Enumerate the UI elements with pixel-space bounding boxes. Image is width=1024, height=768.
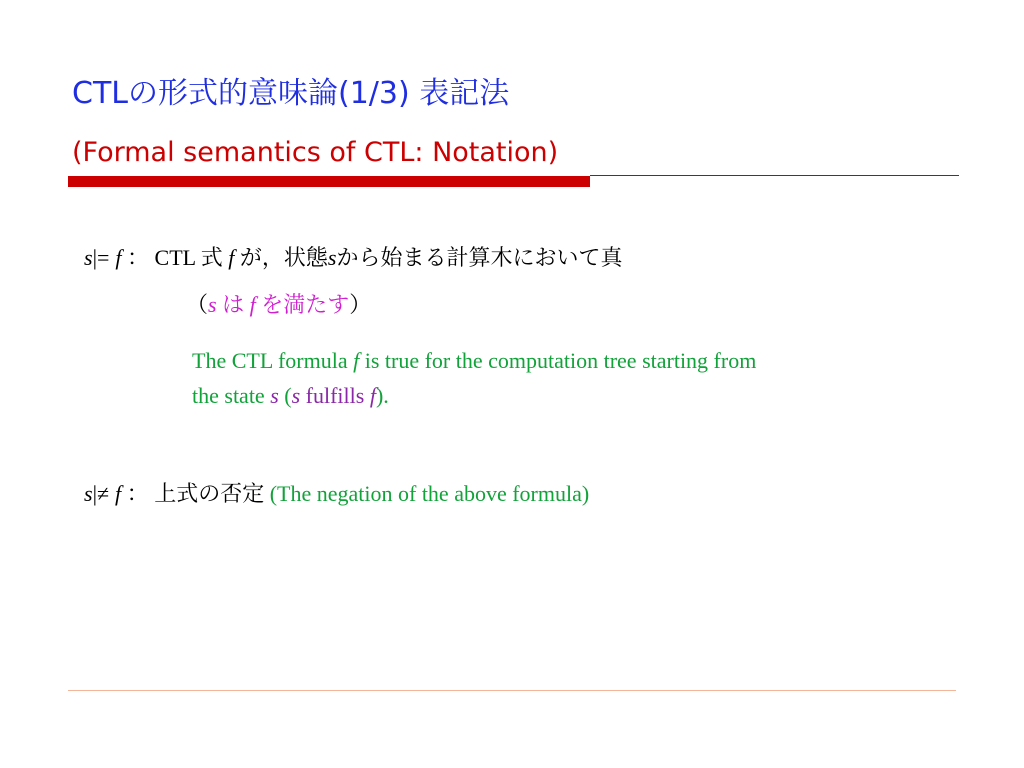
footer-rule bbox=[68, 690, 956, 691]
definition-2-en-text: (The negation of the above formula) bbox=[269, 481, 590, 506]
definition-1-en-line-1 bbox=[192, 346, 756, 376]
definition-1-jp bbox=[84, 243, 622, 273]
slide-title: CTLの形式的意味論(1/3) 表記法 bbox=[72, 76, 510, 111]
satisfies-symbol: |= bbox=[92, 245, 110, 270]
definition-1-en-line-2 bbox=[192, 381, 389, 411]
paren-jp-1: は bbox=[222, 292, 245, 317]
definition-1-jp-paren bbox=[186, 290, 371, 320]
definition-1-jp-text-2: が，状態 bbox=[239, 245, 328, 270]
definition-2-jp-text: 上式の否定 bbox=[154, 481, 265, 506]
formula-symbol: f bbox=[115, 245, 122, 270]
title-underline-thin bbox=[590, 175, 959, 176]
paren-close: ） bbox=[349, 292, 372, 317]
en-paren-close: ). bbox=[375, 383, 389, 408]
definition-2-formula bbox=[84, 479, 121, 509]
definition-2 bbox=[84, 479, 589, 509]
en-paren-formula-var: f bbox=[369, 383, 376, 408]
en-line-1-rest: is true for the computation tree starting from bbox=[364, 348, 757, 373]
en-fulfills: fulfills bbox=[305, 383, 365, 408]
definition-1-jp-text-1: CTL 式 bbox=[154, 245, 223, 270]
formula-symbol-2: f bbox=[115, 481, 122, 506]
definition-1-formula bbox=[84, 243, 122, 273]
paren-state-var: s bbox=[208, 292, 217, 317]
slide-subtitle: (Formal semantics of CTL: Notation) bbox=[72, 137, 559, 168]
title-underline-thick bbox=[68, 176, 590, 187]
colon-2: ： bbox=[126, 481, 149, 506]
en-line-2-prefix: the state bbox=[192, 383, 265, 408]
en-line-1-start: The CTL formula bbox=[192, 348, 348, 373]
paren-formula-var: f bbox=[249, 292, 256, 317]
colon: ： bbox=[127, 245, 150, 270]
not-satisfies-symbol: |≠ bbox=[92, 481, 110, 506]
paren-jp-2: を満たす bbox=[261, 292, 350, 317]
paren-open: （ bbox=[186, 292, 209, 317]
en-formula-var: f bbox=[353, 348, 360, 373]
state-symbol: s bbox=[84, 245, 93, 270]
state-symbol-2: s bbox=[84, 481, 93, 506]
definition-1-formula-var: f bbox=[228, 245, 235, 270]
definition-1-state-var: s bbox=[327, 245, 337, 270]
en-paren-open: ( bbox=[284, 383, 292, 408]
definition-1-jp-text-3: から始まる計算木において真 bbox=[336, 245, 623, 270]
en-state-var: s bbox=[270, 383, 279, 408]
en-paren-state-var: s bbox=[291, 383, 301, 408]
